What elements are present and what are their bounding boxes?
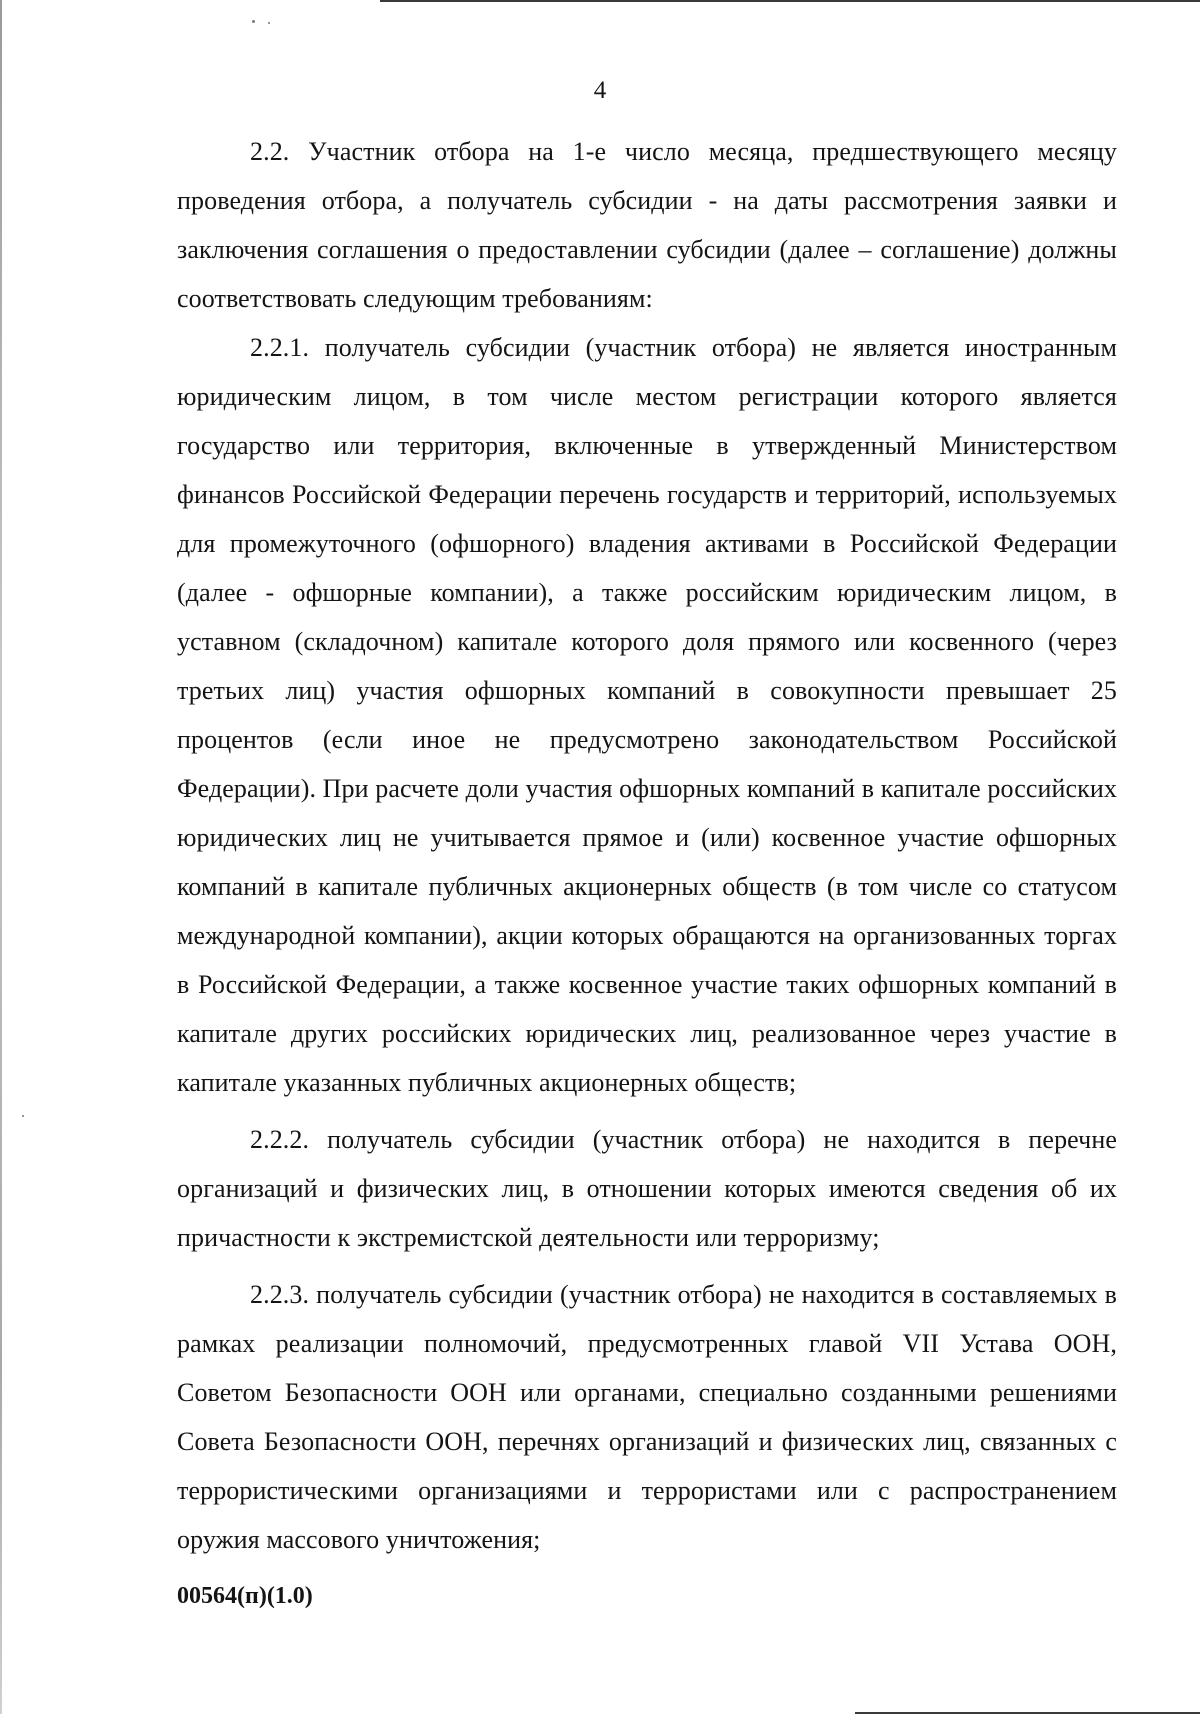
paragraph-2-2: 2.2. Участник отбора на 1-е число месяца, предшествующего месяцу проведения отбора, а получатель субсидии - на даты рассмотрения заявки и заключения соглашения о предоставлении субсидии (далее – соглашение) должны соответствовать следующим требованиям:: [177, 137, 1117, 313]
scan-speck: [22, 1115, 24, 1117]
page-number: 4: [593, 77, 607, 104]
paragraph-2-2-2: 2.2.2. получатель субсидии (участник отбора) не находится в перечне организаций и физических лиц, в отношении которых имеются сведения об их причастности к экстремистской деятельности или терроризму;: [177, 1125, 1117, 1252]
scan-edge-left: [0, 0, 2, 1714]
scan-speck: [252, 20, 255, 23]
scan-line-top: [380, 0, 1200, 2]
document-body: [177, 127, 1117, 1564]
scan-speck: [268, 22, 270, 24]
paragraph-2-2-1: 2.2.1. получатель субсидии (участник отбора) не является иностранным юридическим лицом, в том числе местом регистрации которого является государство или территория, включенные в утвержденный Министерством финансов Российской Федерации перечень государств и территорий, используемых для промежуточного (офшорного) владения активами в Российской Федерации (далее - офшорные компании), а также российским юридическим лицом, в уставном (складочном) капитале которого доля прямого или косвенного (через третьих лиц) участия офшорных компаний в совокупности превышает 25 процентов (если иное не предусмотрено законодательством Российской Федерации). При расчете доли участия офшорных компаний в капитале российских юридических лиц не учитывается прямое и (или) косвенное участие офшорных компаний в капитале публичных акционерных обществ (в том числе со статусом международной компании), акции которых обращаются на организованных торгах в Российской Федерации, а также косвенное участие таких офшорных компаний в капитале других российских юридических лиц, реализованное через участие в капитале указанных публичных акционерных обществ;: [177, 333, 1117, 1097]
document-code: 00564(п)(1.0): [177, 1583, 313, 1609]
paragraph-2-2-3: 2.2.3. получатель субсидии (участник отбора) не находится в составляемых в рамках реализации полномочий, предусмотренных главой VII Устава ООН, Советом Безопасности ООН или органами, специально созданными решениями Совета Безопасности ООН, перечнях организаций и физических лиц, связанных с террористическими организациями и террористами или с распространением оружия массового уничтожения;: [177, 1280, 1117, 1554]
